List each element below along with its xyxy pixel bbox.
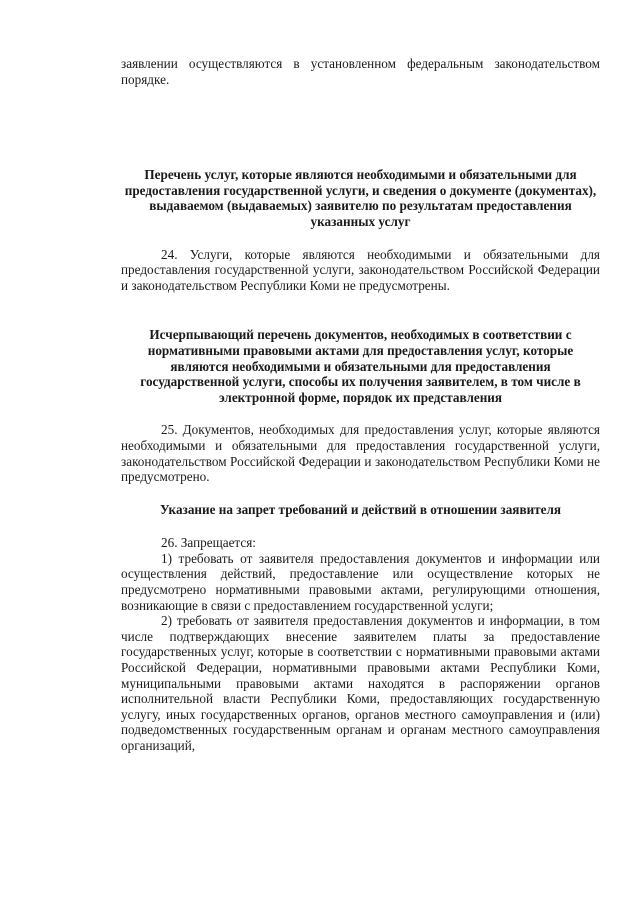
section-heading-necessary-services: Перечень услуг, которые являются необходимыми и обязательными для предоставления государственной услуги, и сведения о документе (документах), выдаваемом (выдаваемых) заявителю по результатам предоставления указанных услуг — [124, 167, 597, 229]
paragraph-25: 25. Документов, необходимых для предоставления услуг, которые являются необходимыми и обязательными для предоставления государственной услуги, законодательством Российской Федерации и законодательством Республики Коми не предусмотрено. — [121, 422, 600, 485]
paragraph-26: 26. Запрещается: — [161, 535, 256, 551]
list-item-1: 1) требовать от заявителя предоставления документов и информации или осуществления действий, предоставление или осуществление которых не предусмотрено нормативными правовыми актами, регулирующими отношения, возникающие в связи с предоставлением государственной услуги; — [121, 550, 600, 613]
list-item-2: 2) требовать от заявителя предоставления документов и информации, в том числе подтверждающих внесение заявителем платы за предоставление государственных услуг, которые в соответствии с нормативными правовыми актами Российской Федерации, нормативными правовыми актами Республики Коми, муниципальными правовыми актами находятся в распоряжении органов исполнительной власти Республики Коми, предоставляющих государственную услугу, иных государственных органов, органов местного самоуправления и (или) подведомственных государственным органам и органам местного самоуправления организаций, — [121, 613, 600, 753]
intro-paragraph: заявлении осуществляются в установленном федеральным законодательством порядке. — [121, 56, 600, 87]
paragraph-24: 24. Услуги, которые являются необходимыми и обязательными для предоставления государственной услуги, законодательством Российской Федерации и законодательством Республики Коми не предусмотрены. — [121, 246, 600, 293]
section-heading-documents-list: Исчерпывающий перечень документов, необходимых в соответствии с нормативными правовыми актами для предоставления услуг, которые являются необходимыми и обязательными для предоставления государственной услуги, способы их получения заявителем, в том числе в электронной форме, порядок их представления — [140, 327, 581, 405]
section-heading-prohibitions: Указание на запрет требований и действий в отношении заявителя — [159, 501, 562, 517]
